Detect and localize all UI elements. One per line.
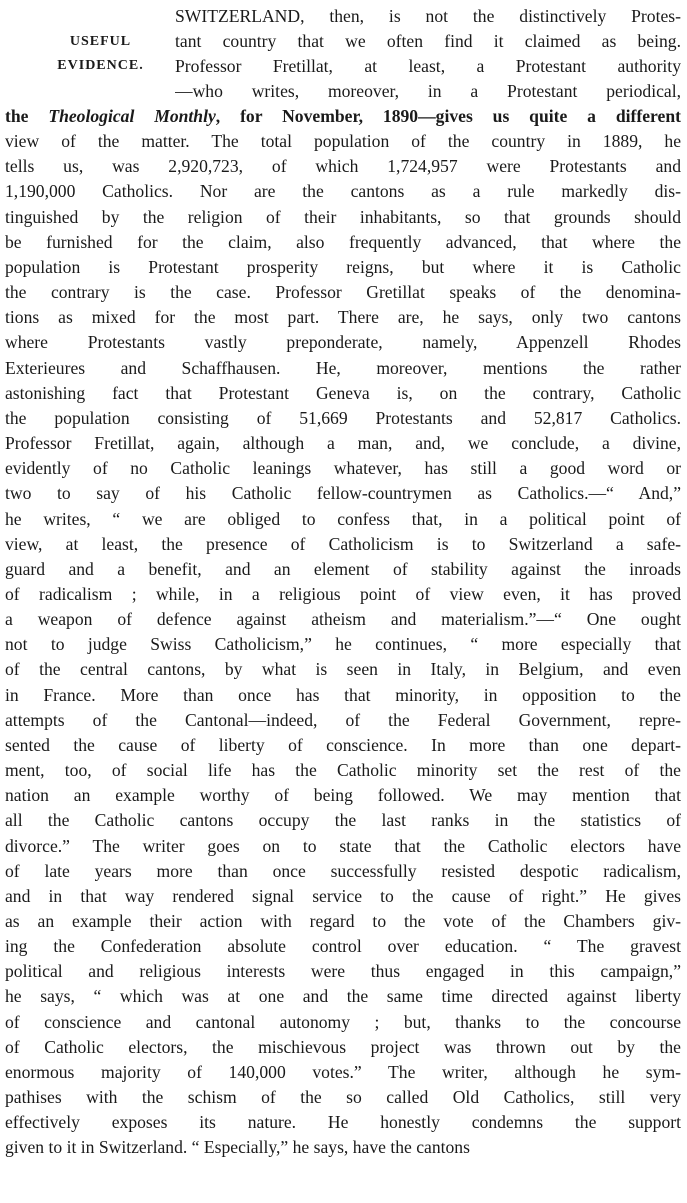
text-fragment: the: [5, 106, 49, 126]
text-line: view, at least, the presence of Catholicism is to Switzerland a safe-: [5, 533, 681, 554]
text-line: —who writes, moreover, in a Protestant periodical,: [175, 81, 681, 102]
text-line: population is Protestant prosperity reigns, but where it is Catholic: [5, 256, 681, 277]
text-line: view of the matter. The total population of the country in 1889, he: [5, 131, 681, 152]
text-line: as an example their action with regard to the vote of the Chambers giv-: [5, 911, 681, 931]
text-line: ment, too, of social life has the Catholic minority set the rest of the: [5, 760, 681, 781]
text-line: of late years more than once successfully resisted despotic radicalism,: [5, 860, 681, 881]
text-line: be furnished for the claim, also frequently advanced, that where the: [5, 231, 681, 252]
text-line: tells us, was 2,920,723, of which 1,724,957 were Protestants and: [5, 156, 681, 177]
text-line: Exterieures and Schaffhausen. He, moreover, mentions the rather: [5, 357, 681, 378]
text-line: of radicalism ; while, in a religious point of view even, it has proved: [5, 583, 681, 604]
text-line: of conscience and cantonal autonomy ; but, thanks to the concourse: [5, 1011, 681, 1032]
text-line: effectively exposes its nature. He honestly condemns the support: [5, 1112, 681, 1133]
text-line: tant country that we often find it claimed as being.: [175, 31, 681, 52]
text-line: in France. More than once has that minority, in opposition to the: [5, 684, 681, 705]
text-line: of the central cantons, by what is seen in Italy, in Belgium, and even: [5, 659, 681, 680]
text-line: pathises with the schism of the so called Old Catholics, still very: [5, 1087, 681, 1108]
text-line: guard and a benefit, and an element of stability against the inroads: [5, 558, 681, 579]
text-line: Professor Fretillat, again, although a man, and, we conclude, a divine,: [5, 433, 681, 454]
text-line: ing the Confederation absolute control over education. “ The gravest: [5, 936, 681, 957]
sidenote-line-1: USEFUL: [69, 34, 132, 49]
text-line: given to it in Switzerland. “ Especially,” he says, have the cantons: [5, 1137, 470, 1158]
text-line: divorce.” The writer goes on to state that the Catholic electors have: [5, 835, 681, 856]
text-line: 1,190,000 Catholics. Nor are the cantons as a rule markedly dis-: [5, 181, 681, 202]
text-line: astonishing fact that Protestant Geneva is, on the contrary, Catholic: [5, 382, 681, 403]
text-line: not to judge Swiss Catholicism,” he continues, “ more especially that: [5, 634, 681, 655]
text-line: the contrary is the case. Professor Gretillat speaks of the denomina-: [5, 282, 681, 303]
text-line: attempts of the Cantonal—indeed, of the Federal Government, repre-: [5, 709, 681, 730]
text-line: a weapon of defence against atheism and materialism.”—“ One ought: [5, 609, 681, 630]
text-line: political and religious interests were thus engaged in this campaign,”: [5, 961, 681, 982]
text-line: the population consisting of 51,669 Protestants and 52,817 Catholics.: [5, 407, 681, 428]
text-fragment: , for November, 1890—gives us quite a different: [215, 106, 681, 126]
text-line: tions as mixed for the most part. There are, he says, only two cantons: [5, 307, 681, 328]
text-line: SWITZERLAND, then, is not the distinctively Protes-: [175, 6, 681, 26]
text-line-with-title: [5, 104, 681, 129]
text-line: two to say of his Catholic fellow-countrymen as Catholics.—“ And,”: [5, 483, 681, 504]
margin-sidenote: [38, 30, 163, 78]
text-line: and in that way rendered signal service to the cause of right.” He gives: [5, 885, 681, 906]
sidenote-line-2: EVIDENCE.: [57, 58, 144, 73]
text-line: all the Catholic cantons occupy the last ranks in the statistics of: [5, 810, 681, 831]
magazine-title: Theological Monthly: [48, 106, 216, 126]
text-line: sented the cause of liberty of conscience. In more than one depart-: [5, 734, 681, 755]
paragraph-body: [5, 104, 681, 1161]
text-line: he says, “ which was at one and the same time directed against liberty: [5, 986, 681, 1007]
text-line: of Catholic electors, the mischievous project was thrown out by the: [5, 1036, 681, 1057]
text-line: Professor Fretillat, at least, a Protestant authority: [175, 56, 681, 77]
text-line: tinguished by the religion of their inhabitants, so that grounds should: [5, 206, 681, 227]
text-line: nation an example worthy of being followed. We may mention that: [5, 785, 681, 806]
indented-paragraph-start: [175, 4, 681, 105]
text-line: he writes, “ we are obliged to confess that, in a political point of: [5, 508, 681, 529]
text-line: enormous majority of 140,000 votes.” The writer, although he sym-: [5, 1061, 681, 1082]
text-line: evidently of no Catholic leanings whatever, has still a good word or: [5, 458, 681, 479]
text-line: where Protestants vastly preponderate, namely, Appenzell Rhodes: [5, 332, 681, 353]
